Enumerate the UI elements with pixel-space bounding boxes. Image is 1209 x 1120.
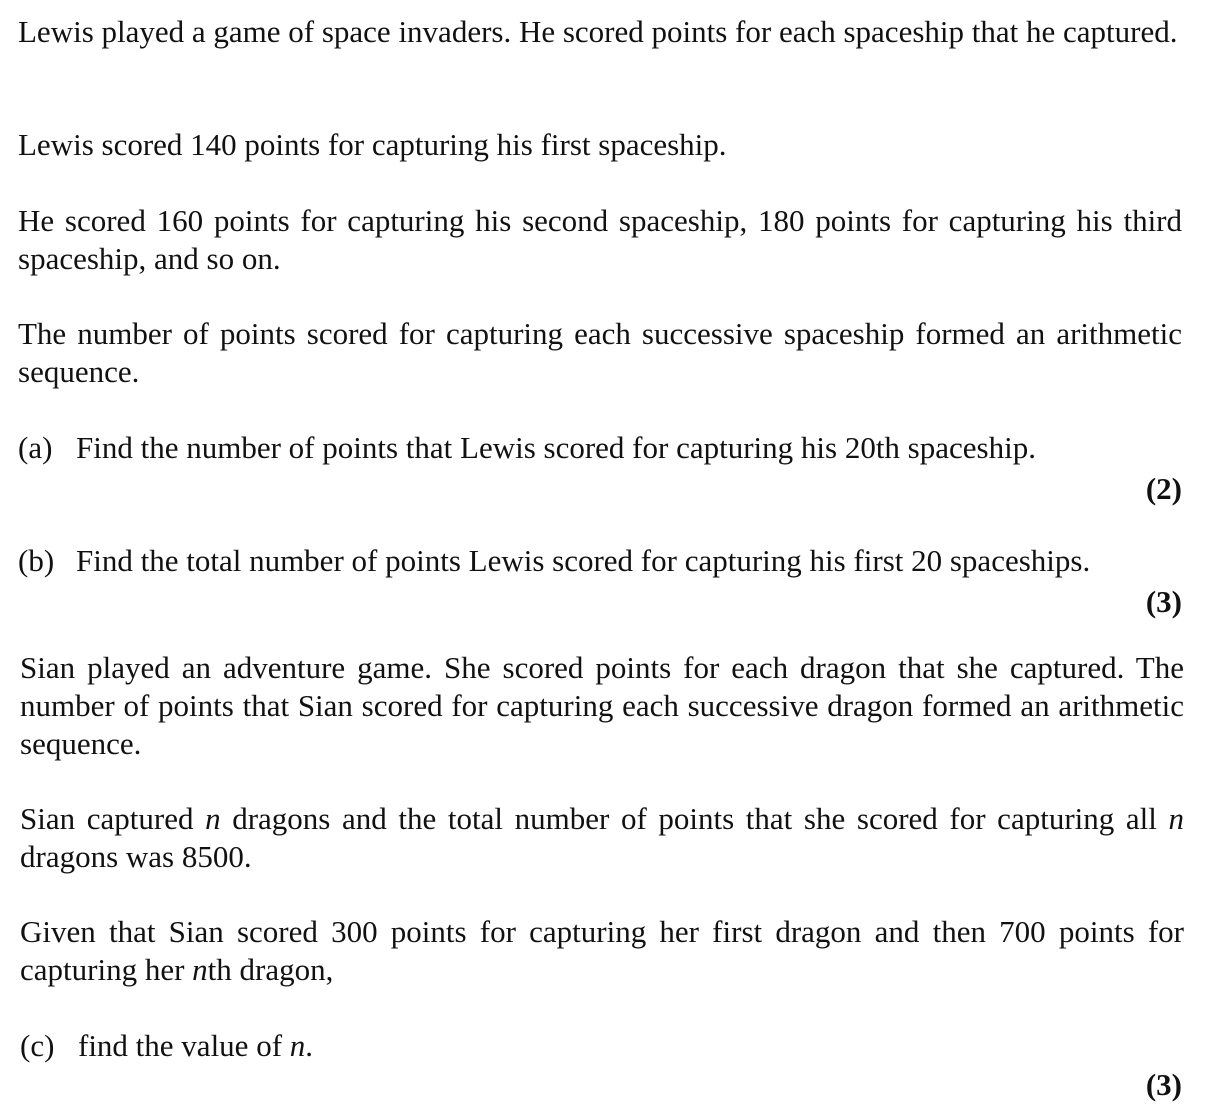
sian-total-paragraph bbox=[20, 800, 1184, 876]
part-b-text: Find the total number of points Lewis scored for capturing his first 20 spaceships. bbox=[76, 543, 1091, 578]
lewis-intro-paragraph: Lewis played a game of space invaders. He scored points for each spaceship that he captured. bbox=[18, 14, 1178, 49]
variable-n: n bbox=[205, 801, 221, 836]
sian-total-text-3: dragons was 8500. bbox=[20, 839, 252, 874]
sian-total-text-2: dragons and the total number of points that she scored for capturing all bbox=[220, 801, 1169, 836]
part-a-text: Find the number of points that Lewis scored for capturing his 20th spaceship. bbox=[76, 430, 1036, 465]
variable-n: n bbox=[192, 952, 208, 987]
part-b-question bbox=[18, 542, 1182, 580]
part-a-marks: (2) bbox=[1145, 471, 1182, 506]
part-b-marks: (3) bbox=[1145, 584, 1182, 619]
part-c-period: . bbox=[305, 1028, 314, 1063]
part-b-label: (b) bbox=[18, 543, 55, 578]
part-c-marks: (3) bbox=[1145, 1067, 1182, 1102]
sian-total-text-1: Sian captured bbox=[20, 801, 206, 836]
part-c-text: find the value of bbox=[78, 1028, 290, 1063]
sian-given-paragraph bbox=[20, 913, 1184, 989]
sian-given-text-2: th dragon, bbox=[207, 952, 334, 987]
sian-intro-paragraph: Sian played an adventure game. She scored points for each dragon that she captured. The number of points that Sian scored for capturing each successive dragon formed an arithmetic sequence. bbox=[20, 650, 1184, 761]
lewis-second-third-paragraph: He scored 160 points for capturing his second spaceship, 180 points for capturing his third spaceship, and so on. bbox=[18, 203, 1182, 276]
part-c-question bbox=[20, 1027, 1184, 1065]
lewis-sequence-paragraph: The number of points scored for capturing each successive spaceship formed an arithmetic sequence. bbox=[18, 316, 1182, 389]
sian-given-text-1: Given that Sian scored 300 points for capturing her first dragon and then 700 points for capturing her bbox=[20, 914, 1184, 987]
part-a-question bbox=[18, 429, 1182, 467]
part-c-label: (c) bbox=[20, 1028, 55, 1063]
variable-n: n bbox=[289, 1028, 306, 1063]
variable-n: n bbox=[1168, 801, 1184, 836]
part-a-label: (a) bbox=[18, 430, 53, 465]
lewis-first-spaceship-paragraph: Lewis scored 140 points for capturing his first spaceship. bbox=[18, 127, 727, 162]
